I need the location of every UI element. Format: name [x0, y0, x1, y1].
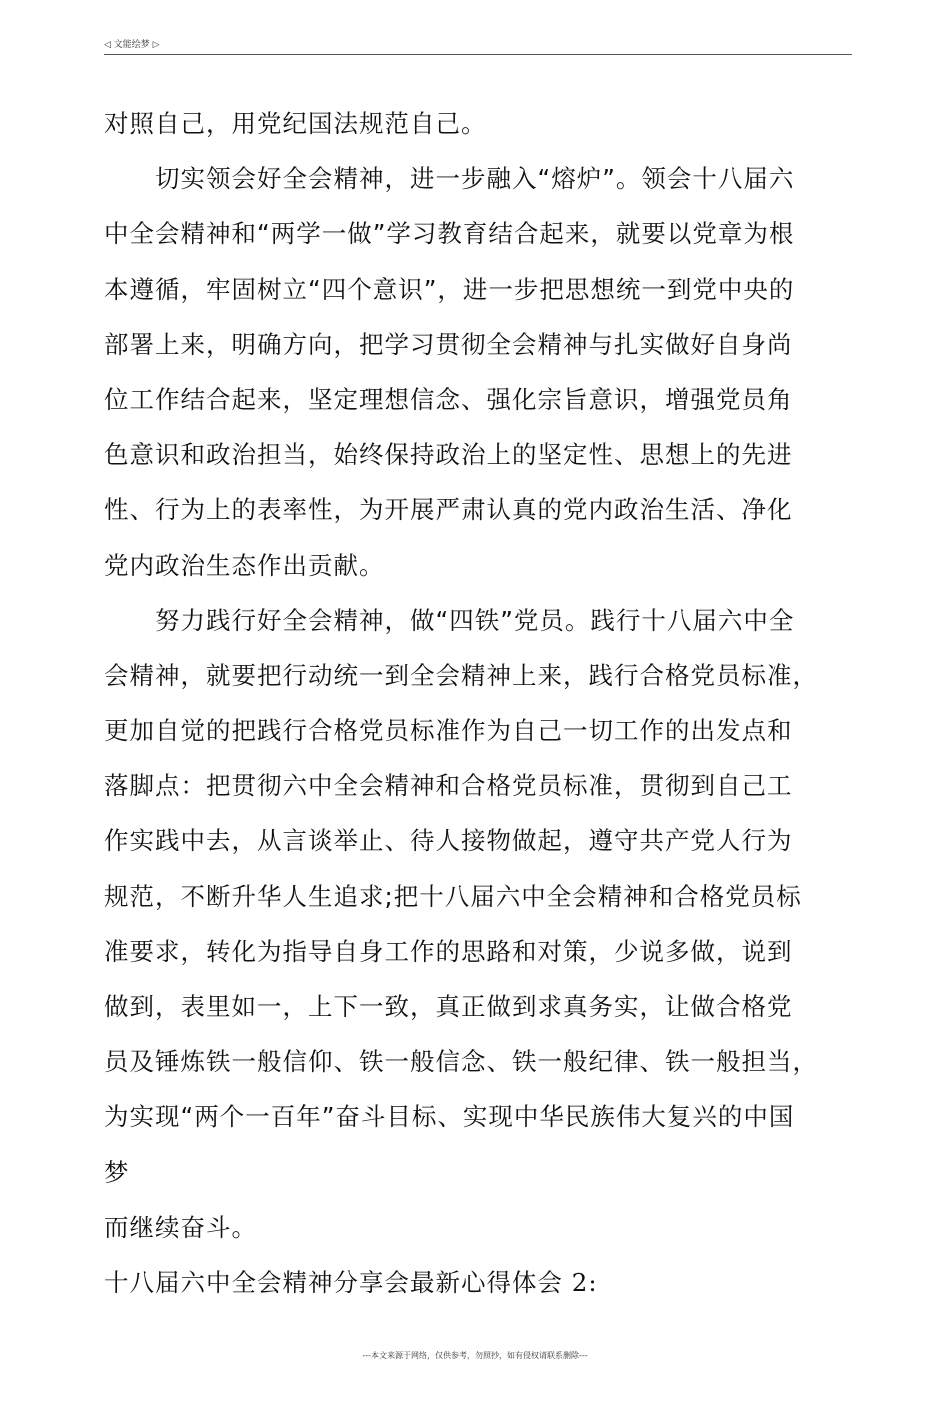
body-line: 员及锤炼铁一般信仰、铁一般信念、铁一般纪律、铁一般担当，	[104, 1047, 818, 1077]
section-title: 十八届六中全会精神分享会最新心得体会 2:	[104, 1267, 598, 1297]
body-line: 部署上来，明确方向，把学习贯彻全会精神与扎实做好自身尚	[104, 329, 793, 359]
page-footer: ---本文来源于网络，仅供参考，勿照抄，如有侵权请联系删除---	[362, 1351, 588, 1360]
body-line: 对照自己，用党纪国法规范自己。	[104, 109, 487, 138]
body-line: 准要求，转化为指导自身工作的思路和对策，少说多做，说到	[104, 936, 793, 966]
body-line: 切实领会好全会精神，进一步融入“熔炉”。领会十八届六	[104, 164, 795, 194]
body-line: 更加自觉的把践行合格党员标准作为自己一切工作的出发点和	[104, 716, 793, 746]
body-line: 性、行为上的表率性，为开展严肃认真的党内政治生活、净化	[104, 495, 793, 525]
header-label: ◁ 文能绘梦 ▷	[104, 40, 160, 50]
body-line: 会精神，就要把行动统一到全会精神上来，践行合格党员标准，	[104, 660, 818, 690]
body-line: 色意识和政治担当，始终保持政治上的坚定性、思想上的先进	[104, 440, 793, 470]
body-line: 而继续奋斗。	[104, 1212, 257, 1242]
body-line: 中全会精神和“两学一做”学习教育结合起来，就要以党章为根	[104, 219, 795, 249]
document-body	[104, 96, 874, 1310]
body-line: 位工作结合起来，坚定理想信念、强化宗旨意识，增强党员角	[104, 384, 793, 414]
body-line: 党内政治生态作出贡献。	[104, 550, 385, 580]
body-line: 本遵循，牢固树立“四个意识”，进一步把思想统一到党中央的	[104, 274, 795, 304]
body-line: 作实践中去，从言谈举止、待人接物做起，遵守共产党人行为	[104, 826, 793, 856]
body-line: 落脚点：把贯彻六中全会精神和合格党员标准，贯彻到自己工	[104, 771, 793, 801]
body-line: 做到，表里如一，上下一致，真正做到求真务实，让做合格党	[104, 992, 793, 1021]
page-header	[104, 38, 852, 55]
body-line: 规范，不断升华人生追求;把十八届六中全会精神和合格党员标	[104, 881, 802, 911]
body-line: 梦	[104, 1157, 130, 1187]
body-line: 为实现“两个一百年”奋斗目标、实现中华民族伟大复兴的中国	[104, 1102, 795, 1132]
body-line: 努力践行好全会精神，做“四铁”党员。践行十八届六中全	[104, 605, 795, 635]
